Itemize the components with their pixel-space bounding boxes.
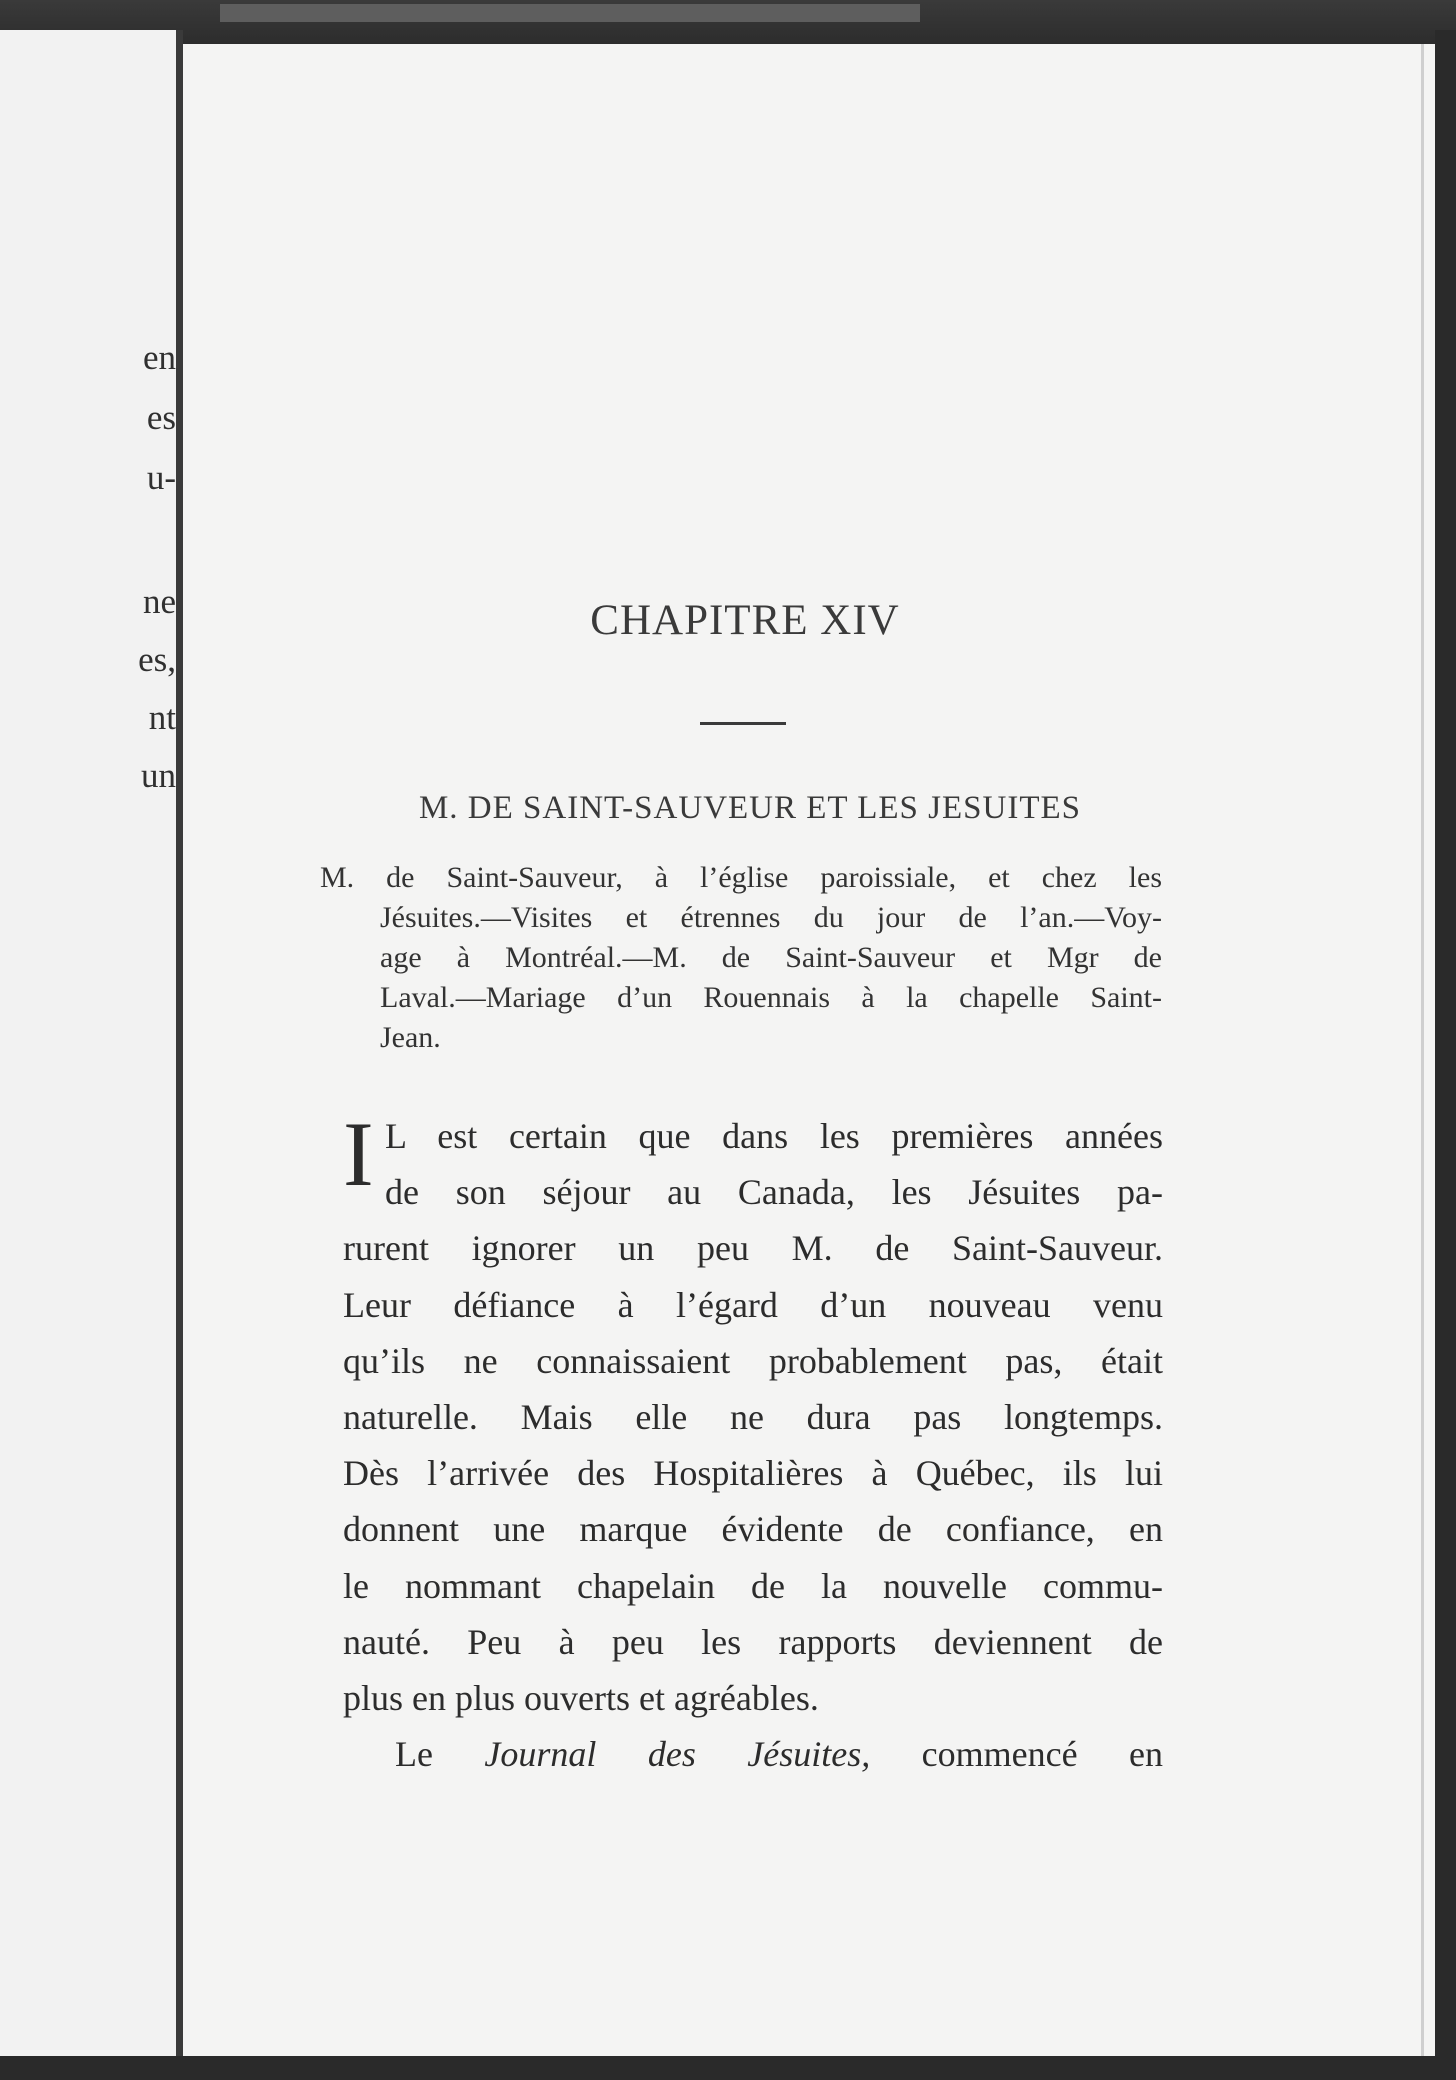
summary-line: age à Montréal.—M. de Saint-Sauveur et Mgr de xyxy=(380,941,1162,974)
scan-top-strip xyxy=(220,4,920,22)
left-page-fragment: nt xyxy=(148,700,176,735)
body-line: plus en plus ouverts et agréables. xyxy=(343,1678,819,1719)
page-edge-line xyxy=(1421,44,1424,2056)
body-text xyxy=(343,1103,1163,1782)
body-line: Leur défiance à l’égard d’un nouveau venu xyxy=(343,1284,1163,1325)
body-line-last-paragraph xyxy=(343,1726,1163,1782)
summary-line: M. de Saint-Sauveur, à l’église paroissiale, et chez les xyxy=(320,861,1162,894)
body-line: L est certain que dans les premières années xyxy=(385,1116,1163,1156)
scan-right-border xyxy=(1435,30,1456,2080)
paragraph-tail: commencé en xyxy=(870,1734,1163,1775)
scan-bottom-border xyxy=(0,2056,1456,2080)
body-line: le nommant chapelain de la nouvelle commu- xyxy=(343,1565,1163,1606)
journal-title: Journal des Jésuites, xyxy=(484,1734,871,1775)
left-page-fragment: es, xyxy=(138,642,176,677)
drop-cap: I xyxy=(343,1103,374,1205)
body-line: nauté. Peu à peu les rapports deviennent de xyxy=(343,1621,1163,1662)
section-heading: M. DE SAINT-SAUVEUR ET LES JESUITES xyxy=(418,790,1082,826)
left-facing-page xyxy=(0,30,176,2056)
left-page-fragment: u- xyxy=(146,460,176,495)
body-line: de son séjour au Canada, les Jésuites pa- xyxy=(385,1172,1163,1213)
left-page-fragment: es xyxy=(146,400,176,435)
body-line: qu’ils ne connaissaient probablement pas, était xyxy=(343,1340,1163,1381)
summary-line: Jésuites.—Visites et étrennes du jour de l’an.—Voy- xyxy=(380,901,1162,934)
paragraph-lead: Le xyxy=(395,1734,485,1775)
chapter-summary xyxy=(320,858,1162,1058)
book-gutter xyxy=(176,30,183,2056)
title-divider xyxy=(700,722,786,725)
left-page-fragment: en xyxy=(142,340,176,375)
body-line: rurent ignorer un peu M. de Saint-Sauveur. xyxy=(343,1228,1163,1269)
left-page-fragment: ne xyxy=(142,584,176,619)
summary-line: Laval.—Mariage d’un Rouennais à la chapelle Saint- xyxy=(380,981,1162,1014)
body-line: naturelle. Mais elle ne dura pas longtemps. xyxy=(343,1397,1163,1438)
chapter-title: CHAPITRE XIV xyxy=(590,597,900,644)
summary-line: Jean. xyxy=(380,1021,441,1054)
left-page-fragment: un xyxy=(141,758,176,793)
body-line: Dès l’arrivée des Hospitalières à Québec, ils lui xyxy=(343,1453,1163,1494)
body-line: donnent une marque évidente de confiance, en xyxy=(343,1509,1163,1550)
